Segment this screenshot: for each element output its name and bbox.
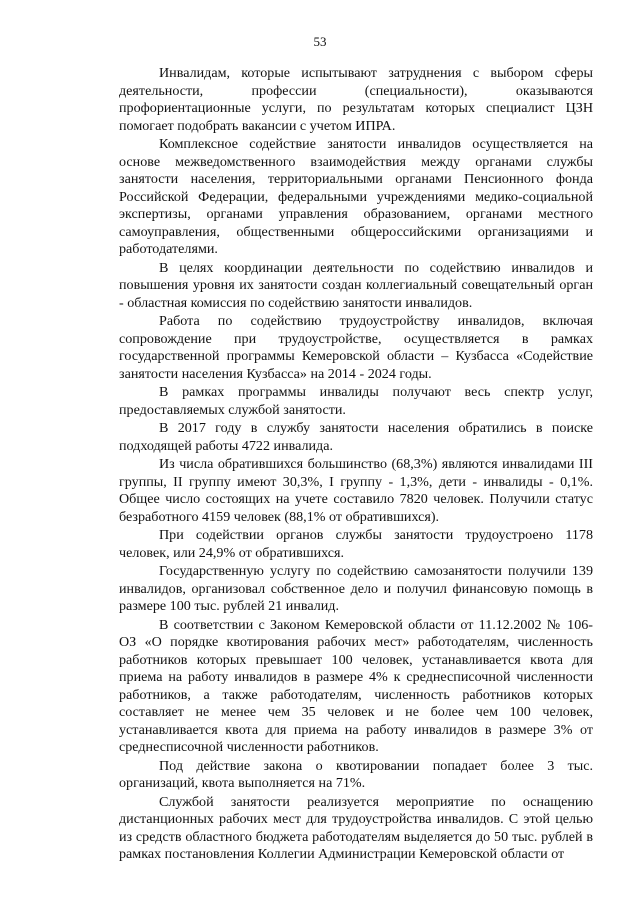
- paragraph-11: Под действие закона о квотировании попадает более 3 тыс. организаций, квота выполняется на 71%.: [119, 757, 593, 791]
- page-number: 53: [313, 34, 327, 49]
- paragraph-2: Комплексное содействие занятости инвалидов осуществляется на основе межведомственного взаимодействия между органами службы занятости населения, территориальными органами Пенсионного фонда Российской Федерации, федеральными учреждениями медико-социальной экспертизы, органами управления образованием, органами местного самоуправления, общественными общероссийскими организациями и работодателями.: [119, 136, 593, 257]
- body-text: [119, 65, 593, 865]
- paragraph-7: Из числа обратившихся большинство (68,3%) являются инвалидами III группы, II группу имеют 30,3%, I группу - 1,3%, дети - инвалиды - 0,1%. Общее число состоящих на учете составило 7820 человек. Получили статус безработного 4159 человек (88,1% от обратившихся).: [119, 456, 593, 525]
- paragraph-6: В 2017 году в службу занятости населения обратились в поиске подходящей работы 4722 инвалида.: [119, 420, 593, 454]
- paragraph-10: В соответствии с Законом Кемеровской области от 11.12.2002 № 106-ОЗ «О порядке квотирования рабочих мест» работодателям, численность работников которых превышает 100 человек, устанавливается квота для приема на работу инвалидов в размере 4% к среднесписочной численности работников, а также работодателям, численность работников которых составляет не менее чем 35 человек и не более чем 100 человек, устанавливается квота для приема на работу инвалидов в размере 3% от среднесписочной численности работников.: [119, 616, 593, 755]
- paragraph-5: В рамках программы инвалиды получают весь спектр услуг, предоставляемых службой занятости.: [119, 384, 593, 418]
- paragraph-4: Работа по содействию трудоустройству инвалидов, включая сопровождение при трудоустройстве, осуществляется в рамках государственной программы Кемеровской области – Кузбасса «Содействие занятости населения Кузбасса» на 2014 - 2024 годы.: [119, 313, 593, 382]
- paragraph-1: Инвалидам, которые испытывают затруднения с выбором сферы деятельности, профессии (специальности), оказываются профориентационные услуги, по результатам которых специалист ЦЗН помогает подобрать вакансии с учетом ИПРА.: [119, 65, 593, 134]
- paragraph-3: В целях координации деятельности по содействию инвалидов и повышения уровня их занятости создан коллегиальный совещательный орган - областная комиссия по содействию занятости инвалидов.: [119, 259, 593, 311]
- paragraph-8: При содействии органов службы занятости трудоустроено 1178 человек, или 24,9% от обратившихся.: [119, 527, 593, 561]
- paragraph-9: Государственную услугу по содействию самозанятости получили 139 инвалидов, организовал собственное дело и получил финансовую помощь в размере 100 тыс. рублей 21 инвалид.: [119, 563, 593, 614]
- paragraph-12: Службой занятости реализуется мероприятие по оснащению дистанционных рабочих мест для трудоустройства инвалидов. С этой целью из средств областного бюджета работодателям выделяется до 50 тыс. рублей в рамках постановления Коллегии Администрации Кемеровской области от: [119, 793, 593, 862]
